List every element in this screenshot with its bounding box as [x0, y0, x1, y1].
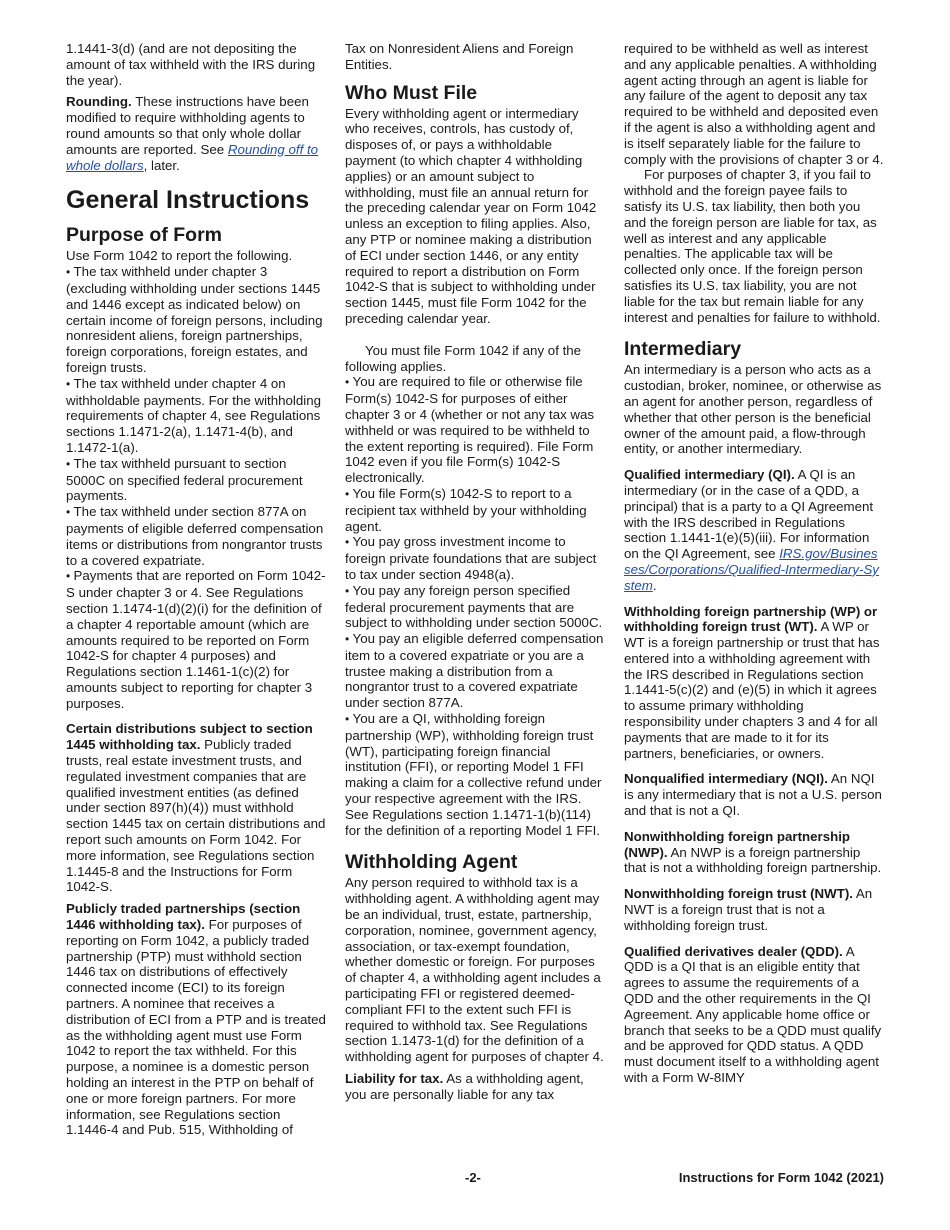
intermediary-heading: Intermediary — [624, 338, 742, 361]
nqi-paragraph: Nonqualified intermediary (NQI). An NQI is any intermediary that is not a U.S. person and that is not a QI. — [624, 771, 882, 819]
continuation-paragraph: Tax on Nonresident Aliens and Foreign Entities. — [345, 41, 574, 72]
continuation-paragraph: 1.1441-3(d) (and are not depositing the amount of tax withheld with the IRS during the year). — [66, 41, 316, 88]
page-number: -2- — [465, 1170, 481, 1185]
purpose-bullet: • The tax withheld under chapter 4 on withholdable payments. For the withholding requirements of chapter 4, see Regulations sections 1.1471-2(a), 1.1471-4(b), and 1.1472-1(a). — [66, 376, 326, 456]
nqi-heading: Nonqualified intermediary (NQI). — [624, 771, 828, 787]
liability-paragraph: Liability for tax. As a withholding agent, you are personally liable for any tax — [345, 1071, 584, 1102]
qdd-paragraph: Qualified derivatives dealer (QDD). A QDD is a QI that is an eligible entity that agrees to assume the requirements of a QDD and the other requirements in the QI Agreement. Any applicable home office or branch that seeks to be a QDD must qualify and be approved for QDD status. A QDD must document itself to a withholding agent with a Form W-8IMY — [624, 943, 882, 1086]
ptp-heading: Publicly traded partnerships (section 1446 withholding tax). — [66, 901, 301, 933]
liability-heading: Liability for tax. — [345, 1071, 444, 1087]
wp-paragraph: Withholding foreign partnership (WP) or withholding foreign trust (WT). A WP or WT is a foreign partnership or trust that has entered into a withholding agreement with the IRS described in Regulations section 1.1441-5(c)(2) and (e)(5) in which it agrees to assume primary withholding responsibility under chapters 3 and 4 for all payments that are made to it for its partners, beneficiaries, or owners. — [624, 603, 880, 761]
form-title: Instructions for Form 1042 (2021) — [678, 1170, 884, 1185]
rounding-paragraph: Rounding. These instructions have been modified to require withholding agents to round amounts so that only whole dollar amounts are reported. See Rounding off to whole dollars, later. — [66, 94, 319, 173]
wp-heading: Withholding foreign partnership (WP) or withholding foreign trust (WT). — [624, 603, 878, 635]
column-1 — [66, 41, 326, 1144]
qdd-heading: Qualified derivatives dealer (QDD). — [624, 943, 843, 959]
intermediary-paragraph: An intermediary is a person who acts as a custodian, broker, nominee, or otherwise as an agent for another person, regardless of whether that other person is the beneficial owner of the amount paid, a flow-through entity, or another intermediary. — [624, 362, 882, 457]
rounding-heading: Rounding. — [66, 94, 132, 110]
must-file-intro: You must file Form 1042 if any of the following applies. — [345, 342, 582, 374]
column-2 — [345, 41, 605, 1109]
qi-paragraph: Qualified intermediary (QI). A QI is an intermediary (or in the case of a QDD, a principal) that is a party to a QI Agreement with the IRS described in Regulations section 1.1441-1(e)(5)(iii). For information on the QI Agreement, see IRS.gov/Businesses/Corporations/Qualified-Intermediary-System. — [624, 467, 879, 593]
purpose-bullet: • The tax withheld pursuant to section 5000C on specified federal procurement payments. — [66, 456, 326, 504]
nwt-paragraph: Nonwithholding foreign trust (NWT). An NWT is a foreign trust that is not a withholding foreign trust. — [624, 886, 873, 933]
purpose-intro: Use Form 1042 to report the following. — [66, 248, 293, 264]
ptp-paragraph: Publicly traded partnerships (section 1446 withholding tax). For purposes of reporting on Form 1042, a publicly traded partnership (PTP) must withhold section 1446 tax on distributions of effectively connected income (ECI) to its foreign partners. A nominee that receives a distribution of ECI from a PTP and is treated as the withholding agent must use Form 1042 to report the tax withheld. For this purpose, a nominee is a domestic person holding an interest in the PTP on behalf of one or more foreign partners. For more information, see Regulations section 1.1446-4 and Pub. 515, Withholding of — [66, 901, 326, 1138]
must-file-bullet: • You pay any foreign person specified federal procurement payments that are subject to withholding under section 5000C. — [345, 583, 605, 631]
who-must-file-heading: Who Must File — [345, 81, 478, 104]
chapter-3-paragraph: For purposes of chapter 3, if you fail to withhold and the foreign payee fails to satisfy its U.S. tax liability, then both you and the foreign person are liable for tax, as well as interest and any applicable penalties. The applicable tax will be collected only once. If the foreign person satisfies its U.S. tax liability, you are not liable for the tax but remain liable for any interest and penalties for failure to withhold. — [624, 167, 881, 325]
nwp-heading: Nonwithholding foreign partnership (NWP). — [624, 828, 851, 860]
must-file-bullet: • You file Form(s) 1042-S to report to a recipient tax withheld by your withholding agent. — [345, 486, 605, 534]
qi-agreement-link[interactable]: IRS.gov/Businesses/Corporations/Qualified-Intermediary-System — [624, 546, 879, 593]
must-file-bullet: • You pay gross investment income to foreign private foundations that are subject to tax under section 4948(a). — [345, 534, 605, 582]
must-file-bullet: • You are required to file or otherwise file Form(s) 1042-S for purposes of either chapter 3 or 4 (whether or not any tax was withheld or was required to be withheld to the extent reporting is required). File Form 1042 even if you file Form(s) 1042-S electronically. — [345, 374, 605, 486]
purpose-of-form-heading: Purpose of Form — [66, 224, 223, 247]
purpose-bullet: • Payments that are reported on Form 1042-S under chapter 3 or 4. See Regulations section 1.1474-1(d)(2)(i) for the definition of a chapter 4 reportable amount (which are amounts required to be reported on Form 1042-S for chapter 4 purposes) and Regulations section 1.1461-1(c)(2) for amounts subject to reporting for chapter 3 purposes. — [66, 568, 326, 711]
continuation-paragraph: required to be withheld as well as interest and any applicable penalties. A withholding agent acting through an agent is liable for any failure of the agent to deposit any tax required to be withheld and deposited even if the agent is also a withholding agent and is itself separately liable for the failure to comply with the provisions of chapter 3 or 4. — [624, 41, 884, 167]
nwt-heading: Nonwithholding foreign trust (NWT). — [624, 886, 853, 902]
nwp-paragraph: Nonwithholding foreign partnership (NWP). An NWP is a foreign partnership that is not a withholding foreign partnership. — [624, 828, 882, 876]
qi-heading: Qualified intermediary (QI). — [624, 467, 795, 483]
must-file-bullet: • You pay an eligible deferred compensation item to a covered expatriate or you are a trustee making a distribution from a nongrantor trust to a covered expatriate under section 877A. — [345, 631, 605, 711]
section-1445-heading: Certain distributions subject to section 1445 withholding tax. — [66, 721, 313, 753]
column-3 — [624, 41, 884, 1092]
withholding-agent-heading: Withholding Agent — [345, 851, 518, 874]
must-file-bullet: • You are a QI, withholding foreign partnership (WP), withholding foreign trust (WT), participating foreign financial institution (FFI), or reporting Model 1 FFI making a claim for a collective refund under your respective agreement with the IRS. See Regulations section 1.1471-1(b)(114) for the definition of a reporting Model 1 FFI. — [345, 711, 605, 838]
withholding-agent-paragraph: Any person required to withhold tax is a withholding agent. A withholding agent may be an individual, trust, estate, partnership, corporation, nominee, government agency, association, or tax-exempt foundation, whether domestic or foreign. For purposes of chapter 4, a withholding agent includes a participating FFI or registered deemed-compliant FFI to the extent such FFI is required to withhold tax. See Regulations section 1.1473-1(d) for the definition of a withholding agent for purposes of chapter 4. — [345, 875, 604, 1065]
purpose-bullet: • The tax withheld under chapter 3 (excluding withholding under sections 1445 and 1446 except as indicated below) on certain income of foreign persons, including nonresident aliens, foreign partnerships, foreign corporations, foreign estates, and foreign trusts. — [66, 264, 326, 376]
section-1445-paragraph: Certain distributions subject to section 1445 withholding tax. Publicly traded trusts, real estate investment trusts, and regulated investment companies that are qualified investment entities (as defined under section 897(h)(4)) must withhold section 1445 tax on certain distributions and report such amounts on Form 1042. For more information, see Regulations section 1.1445-8 and the Instructions for Form 1042-S. — [66, 721, 326, 895]
general-instructions-heading: General Instructions — [66, 186, 310, 215]
purpose-bullet: • The tax withheld under section 877A on payments of eligible deferred compensation items or distributions from nongrantor trusts to a covered expatriate. — [66, 504, 326, 568]
rounding-link[interactable]: Rounding off to whole dollars — [66, 141, 319, 173]
who-must-file-paragraph: Every withholding agent or intermediary who receives, controls, has custody of, disposes of, or pays a withholdable payment (to which chapter 4 withholding applies) or an amount subject to withholding, must file an annual return for the preceding calendar year on Form 1042 unless an exception to filing applies. Also, any PTP or nominee making a distribution of ECI under section 1446, or any entity required to report a distribution on Form 1042-S that is subject to withholding under section 1445, must file Form 1042 for the preceding calendar year. — [345, 105, 597, 326]
